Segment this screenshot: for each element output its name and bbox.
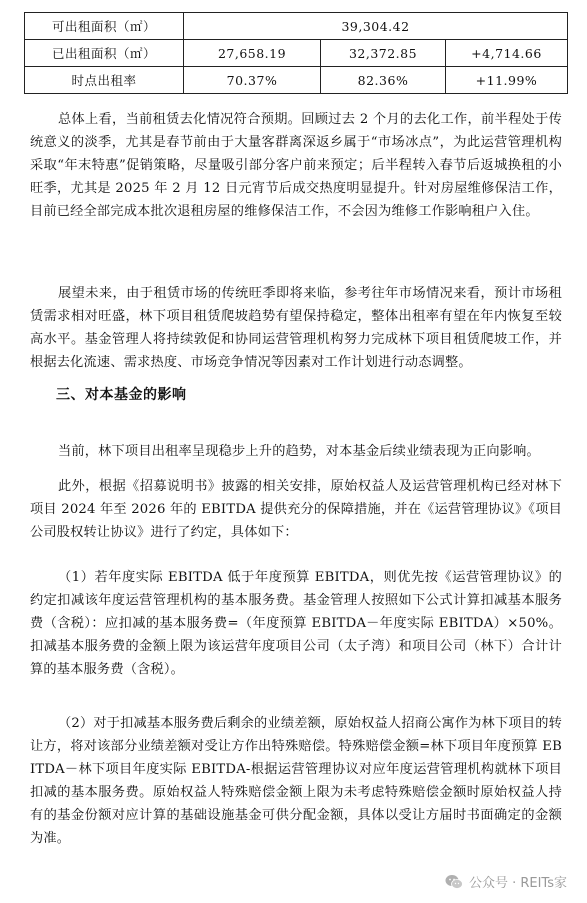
- table-cell-label: 可出租面积（㎡）: [25, 13, 184, 40]
- watermark-text: 公众号 · REITs家: [468, 876, 567, 891]
- paragraph-outlook: 展望未来，由于租赁市场的传统旺季即将来临，参考往年市场情况来看，预计市场租赁需求相对旺盛，林下项目租赁爬坡趋势有望保持稳定，整体出租率有望在年内恢复至较高水平。基金管理人将持续敦促和协同运营管理机构努力完成林下项目租赁爬坡工作，并根据去化流速、需求热度、市场竞争情况等因素对工作计划进行动态调整。: [30, 286, 562, 370]
- table-cell-value: 70.37%: [184, 67, 321, 94]
- table-cell-value: 32,372.85: [321, 40, 446, 67]
- table-row: [25, 40, 568, 67]
- occupancy-table: [24, 12, 568, 94]
- wechat-icon: [445, 874, 463, 890]
- paragraph-summary: 总体上看，当前租赁去化情况符合预期。回顾过去 2 个月的去化工作，前半程处于传统意义的淡季，尤其是春节前由于大量客群离深返乡属于“市场冰点”，为此运营管理机构采取“年末特惠”促销策略，尽量吸引部分客户前来预定；后半程转入春节后返城换租的小旺季，尤其是 2025 年 2 月 12 日元宵节后成交热度明显提升。针对房屋维修保洁工作，目前已经全部完成本批次退租房屋的维修保洁工作，不会因为维修工作影响租户入住。: [30, 112, 562, 219]
- table-cell-label: 时点出租率: [25, 67, 184, 94]
- paragraph-clause-2: （2）对于扣减基本服务费后剩余的业绩差额，原始权益人招商公寓作为林下项目的转让方，将对该部分业绩差额对受让方作出特殊赔偿。特殊赔偿金额=林下项目年度预算 EBITDA－林下项目年度实际 EBITDA-根据运营管理协议对应年度运营管理机构就林下项目扣减的基本服务费。原始权益人特殊赔偿金额上限为未考虑特殊赔偿金额时原始权益人持有的基金份额对应计算的基础设施基金可供分配金额，具体以受让方届时书面确定的金额为准。: [30, 716, 562, 846]
- watermark: [445, 872, 567, 891]
- table-cell-change: +4,714.66: [446, 40, 568, 67]
- section-heading: 三、对本基金的影响: [56, 387, 187, 403]
- paragraph-impact: 当前，林下项目出租率呈现稳步上升的趋势，对本基金后续业绩表现为正向影响。: [58, 444, 540, 459]
- table-cell-label: 已出租面积（㎡）: [25, 40, 184, 67]
- table-row: [25, 13, 568, 40]
- table-cell-value: 39,304.42: [184, 13, 568, 40]
- paragraph-clause-1: （1）若年度实际 EBITDA 低于年度预算 EBITDA，则优先按《运营管理协议》的约定扣减该年度运营管理机构的基本服务费。基金管理人按照如下公式计算扣减基本服务费（含税）：应扣减的基本服务费=（年度预算 EBITDA－年度实际 EBITDA）×50%。扣减基本服务费的金额上限为该运营年度项目公司（太子湾）和项目公司（林下）合计计算的基本服务费（含税）。: [30, 570, 562, 677]
- table-cell-change: +11.99%: [446, 67, 568, 94]
- paragraph-guarantee: 此外，根据《招募说明书》披露的相关安排，原始权益人及运营管理机构已经对林下项目 2024 年至 2026 年的 EBITDA 提供充分的保障措施，并在《运营管理协议》《项目公司股权转让协议》进行了约定，具体如下：: [30, 479, 562, 540]
- table-row: [25, 67, 568, 94]
- table-cell-value: 82.36%: [321, 67, 446, 94]
- table-cell-value: 27,658.19: [184, 40, 321, 67]
